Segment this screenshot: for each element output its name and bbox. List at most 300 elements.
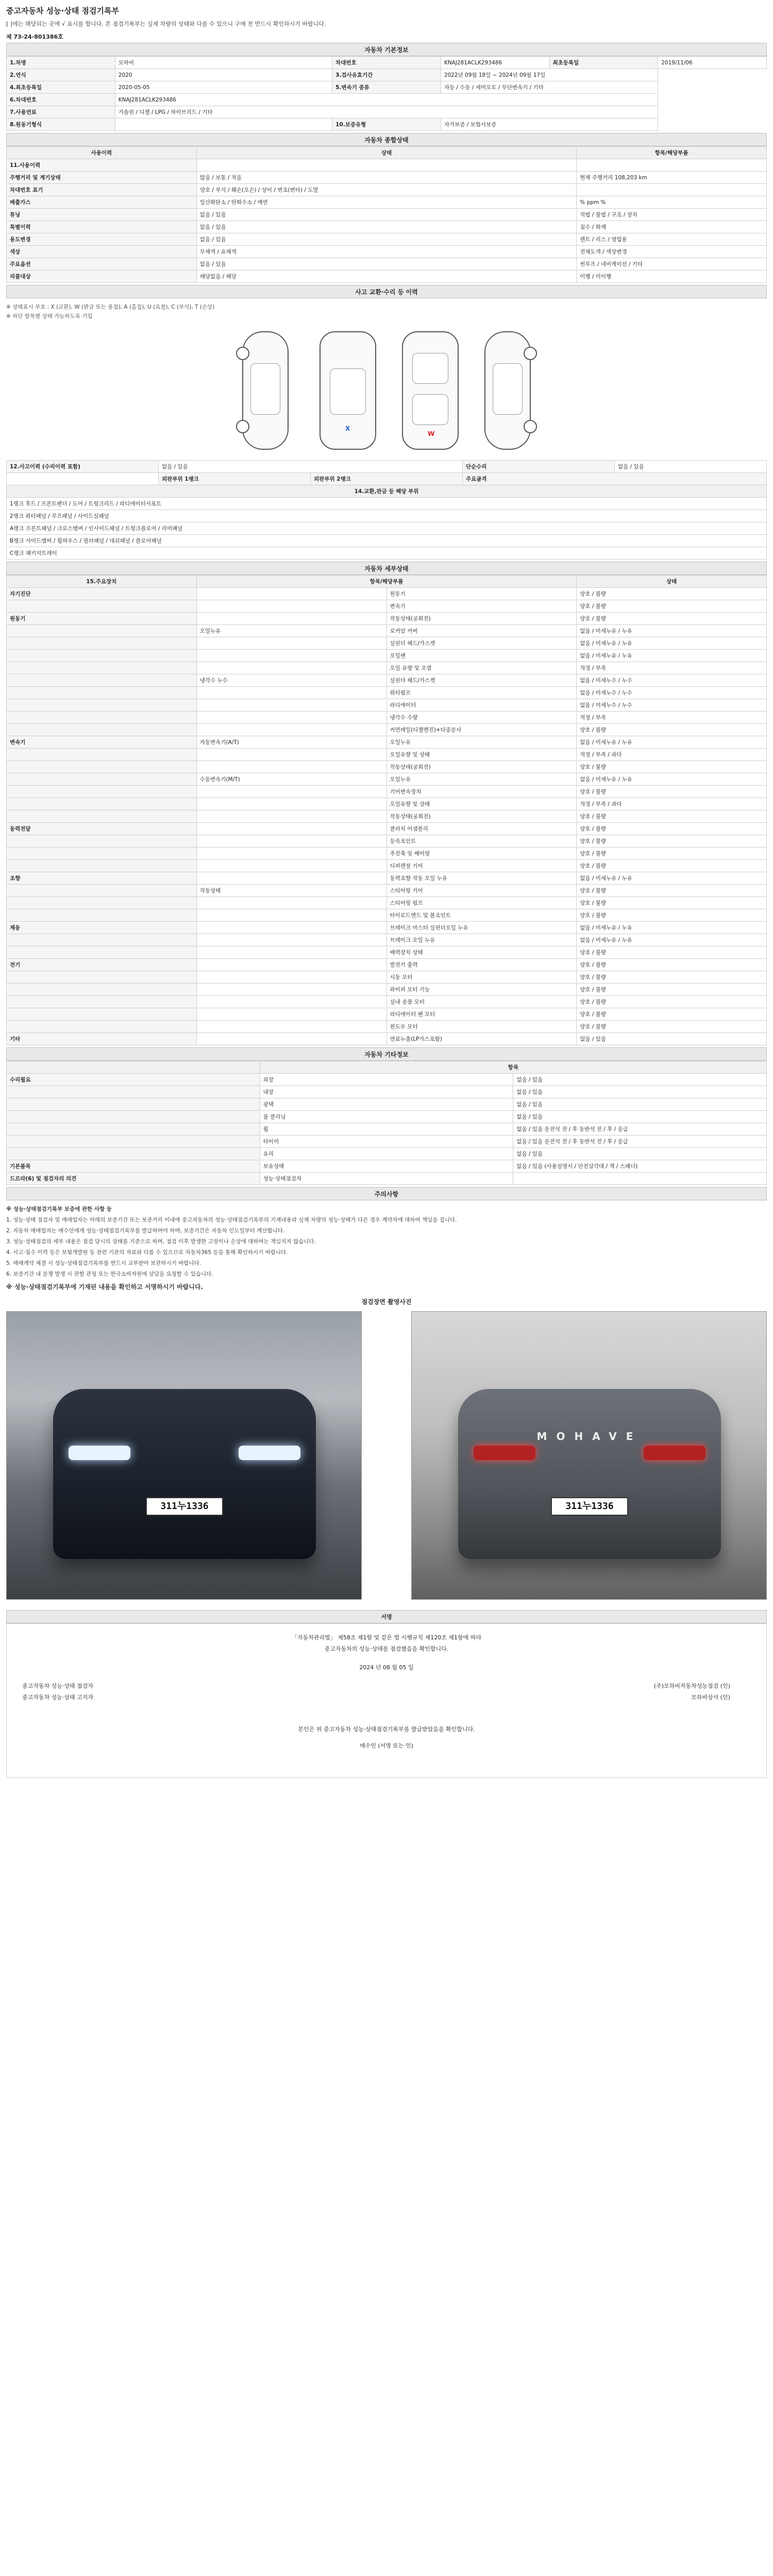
detail-subgroup	[196, 922, 386, 934]
detail-group	[7, 773, 197, 786]
detail-value: 양호 / 불량	[577, 1008, 767, 1021]
detail-subgroup	[196, 588, 386, 600]
detail-group	[7, 786, 197, 798]
document-number: 제 73-24-801386호	[6, 33, 63, 40]
basic-value: 2019/11/06	[658, 57, 767, 69]
detail-header: 상태	[577, 575, 767, 588]
detail-subgroup	[196, 946, 386, 959]
detail-item: 로커암 커버	[386, 625, 577, 637]
outer-rank-1: 외판부위 1랭크	[159, 473, 311, 485]
detail-group	[7, 909, 197, 922]
detail-subgroup	[196, 897, 386, 909]
legend-line-2: ※ 하단 항목별 상태 가능하도록 기입	[6, 313, 93, 319]
notes-list	[6, 1205, 767, 1292]
detail-item: 냉각수 수량	[386, 711, 577, 724]
other-info-table	[6, 1061, 767, 1185]
general-header-row	[7, 147, 767, 159]
other-item: 타이어	[260, 1136, 513, 1148]
detail-row	[7, 934, 767, 946]
other-value	[513, 1173, 767, 1185]
detail-group	[7, 934, 197, 946]
detail-subgroup: 냉각수 누수	[196, 674, 386, 687]
basic-value: 가솔린 / 디젤 / LPG / 하이브리드 / 기타	[115, 106, 658, 118]
other-row	[7, 1074, 767, 1086]
rank-detail: A랭크 프론트패널 / 크로스멤버 / 인사이드패널 / 트렁크플로어 / 리어패널	[7, 522, 767, 535]
general-state: 없음 / 있음	[196, 258, 577, 270]
detail-subgroup	[196, 984, 386, 996]
basic-label: 7.사용연료	[7, 106, 115, 118]
basic-row	[7, 94, 767, 106]
detail-group	[7, 996, 197, 1008]
detail-row	[7, 872, 767, 885]
detail-group	[7, 625, 197, 637]
detail-item: 원동기	[386, 588, 577, 600]
general-row	[7, 258, 767, 270]
detail-item: 실내 송풍 모터	[386, 996, 577, 1008]
other-item: 휠	[260, 1123, 513, 1136]
detail-value: 양호 / 불량	[577, 761, 767, 773]
basic-row	[7, 106, 767, 118]
detail-row	[7, 823, 767, 835]
detail-subgroup: 수동변속기(M/T)	[196, 773, 386, 786]
detail-subgroup	[196, 749, 386, 761]
general-state: 없음 / 있음	[196, 221, 577, 233]
detail-row	[7, 736, 767, 749]
detail-subgroup	[196, 810, 386, 823]
detail-value: 양호 / 불량	[577, 897, 767, 909]
other-row	[7, 1086, 767, 1098]
detail-subgroup: 오일누유	[196, 625, 386, 637]
detail-item: 작동상태(공회전)	[386, 761, 577, 773]
general-item: % ppm %	[577, 196, 767, 209]
general-state: 무채색 / 유채색	[196, 246, 577, 258]
other-row	[7, 1148, 767, 1160]
other-item: 외장	[260, 1074, 513, 1086]
detail-value: 적정 / 부족	[577, 662, 767, 674]
detail-value: 양호 / 불량	[577, 588, 767, 600]
basic-value: KNAJ281ACLK293486	[441, 57, 549, 69]
detail-row	[7, 650, 767, 662]
detail-item: 오일팬	[386, 650, 577, 662]
detail-group: 변속기	[7, 736, 197, 749]
detail-item: 배력장치 상태	[386, 946, 577, 959]
detail-item: 커먼레일(디젤엔진)+다중분사	[386, 724, 577, 736]
detail-heading: 자동차 세부상태	[6, 562, 767, 575]
other-value: 없음 / 있음	[513, 1074, 767, 1086]
signature-box	[6, 1623, 767, 1778]
general-label: 색상	[7, 246, 197, 258]
detail-item: 브레이크 마스터 실린더오일 누유	[386, 922, 577, 934]
detail-row	[7, 600, 767, 613]
detail-subgroup: 자동변속기(A/T)	[196, 736, 386, 749]
rear-plate: 311누1336	[551, 1497, 628, 1516]
general-state-heading: 자동차 종합상태	[6, 133, 767, 146]
vehicle-front	[53, 1389, 316, 1559]
general-row	[7, 270, 767, 283]
rank-detail: B랭크 사이드멤버 / 휠하우스 / 필러패널 / 대쉬패널 / 플로어패널	[7, 535, 767, 547]
dealer-name: 모하비상사 (인)	[691, 1694, 730, 1701]
detail-item: 윈도우 모터	[386, 1021, 577, 1033]
detail-item: 라디에이터	[386, 699, 577, 711]
general-label: 튜닝	[7, 209, 197, 221]
detail-group: 자기진단	[7, 588, 197, 600]
basic-row	[7, 57, 767, 69]
detail-subgroup	[196, 823, 386, 835]
general-item: 적법 / 불법 / 구조 / 장치	[577, 209, 767, 221]
detail-group	[7, 687, 197, 699]
rank-row	[7, 498, 767, 510]
other-value: 없음 / 있음 (사용설명서 / 안전삼각대 / 잭 / 스패너)	[513, 1160, 767, 1173]
detail-value: 양호 / 불량	[577, 885, 767, 897]
detail-subgroup	[196, 835, 386, 848]
detail-group	[7, 971, 197, 984]
basic-value	[115, 118, 332, 131]
general-header-cell: 상태	[196, 147, 577, 159]
other-row	[7, 1111, 767, 1123]
general-label: 11.사용이력	[7, 159, 197, 172]
rear-photo	[411, 1311, 767, 1600]
general-row	[7, 184, 767, 196]
detail-group: 조향	[7, 872, 197, 885]
general-state: 해당없음 / 해당	[196, 270, 577, 283]
detail-value: 양호 / 불량	[577, 724, 767, 736]
damage-legend	[6, 302, 767, 321]
inspection-photos	[6, 1311, 767, 1600]
detail-group: 동력전달	[7, 823, 197, 835]
general-label: 배출가스	[7, 196, 197, 209]
detail-value: 없음 / 미세누유 / 누유	[577, 637, 767, 650]
outer-rank-row	[7, 473, 767, 485]
other-info-heading: 자동차 기타정보	[6, 1047, 767, 1061]
detail-header: 항목/해당부품	[196, 575, 577, 588]
detail-group	[7, 860, 197, 872]
other-item: 성능·상태점검자	[260, 1173, 513, 1185]
detail-item: 실린더 헤드/가스켓	[386, 674, 577, 687]
basic-value: KNAJ281ACLK293486	[115, 94, 658, 106]
detail-subgroup	[196, 959, 386, 971]
detail-row	[7, 687, 767, 699]
basic-label: 10.보증유형	[332, 118, 441, 131]
sign-date: 2024 년 08 월 05 일	[359, 1664, 414, 1671]
other-item: 보유상태	[260, 1160, 513, 1173]
detail-value: 양호 / 불량	[577, 600, 767, 613]
basic-label: 2.연식	[7, 69, 115, 81]
basic-value: 2020	[115, 69, 332, 81]
other-value: 없음 / 있음 운전석 전 / 후 동반석 전 / 후 / 응급	[513, 1123, 767, 1136]
detail-value: 양호 / 불량	[577, 984, 767, 996]
detail-item: 오일누유	[386, 736, 577, 749]
detail-row	[7, 996, 767, 1008]
detail-item: 와이퍼 모터 기능	[386, 984, 577, 996]
detail-value: 없음 / 미세누유 / 누유	[577, 625, 767, 637]
vehicle-wordmark: MOHAVE	[536, 1430, 643, 1443]
detail-subgroup	[196, 1033, 386, 1045]
general-item: 썬루프 / 네비게이션 / 기타	[577, 258, 767, 270]
detail-value: 없음 / 미세누유 / 누유	[577, 872, 767, 885]
general-row	[7, 172, 767, 184]
other-group: 드르라(6) 및 점검자의 의견	[7, 1173, 260, 1185]
detail-group	[7, 1021, 197, 1033]
detail-group	[7, 885, 197, 897]
inspector-line	[22, 1681, 751, 1692]
detail-value: 양호 / 불량	[577, 786, 767, 798]
detail-row	[7, 711, 767, 724]
detail-row	[7, 909, 767, 922]
car-top-front-view	[320, 331, 376, 450]
detail-subgroup	[196, 1021, 386, 1033]
detail-item: 브레이크 오일 누유	[386, 934, 577, 946]
other-item: 유리	[260, 1148, 513, 1160]
notice-text: [ ]에는 해당되는 곳에 √ 표시를 합니다. 본 점검기록부는 실제 차량의 상태와 다를 수 있으니 구매 전 반드시 확인하시기 바랍니다.	[6, 21, 326, 27]
detail-group: 원동기	[7, 613, 197, 625]
detail-subgroup	[196, 724, 386, 736]
note-line: 6. 보증기간 내 분쟁 발생 시 관할 관청 또는 한국소비자원에 상담을 요청할 수 있습니다.	[6, 1271, 213, 1277]
detail-value: 양호 / 불량	[577, 823, 767, 835]
detail-value: 없음 / 미세누수 / 누수	[577, 687, 767, 699]
detail-item: 오일누유	[386, 773, 577, 786]
general-label: 차대번호 표기	[7, 184, 197, 196]
general-item: 현재 주행거리 108,203 km	[577, 172, 767, 184]
detail-row	[7, 1033, 767, 1045]
detail-subgroup	[196, 650, 386, 662]
front-plate: 311누1336	[146, 1497, 223, 1516]
detail-item: 타이로드엔드 및 볼조인트	[386, 909, 577, 922]
detail-item: 작동상태(공회전)	[386, 810, 577, 823]
detail-header: 15.주요장치	[7, 575, 197, 588]
general-row	[7, 221, 767, 233]
detail-value: 적정 / 부족 / 과다	[577, 798, 767, 810]
detail-subgroup	[196, 1008, 386, 1021]
detail-item: 추진축 및 베어링	[386, 848, 577, 860]
damage-mark-x: X	[345, 425, 350, 432]
general-state: 많음 / 보통 / 적음	[196, 172, 577, 184]
detail-row	[7, 724, 767, 736]
detail-group	[7, 637, 197, 650]
other-row	[7, 1173, 767, 1185]
other-group	[7, 1111, 260, 1123]
basic-label: 5.변속기 종류	[332, 81, 441, 94]
other-header: 항목	[260, 1061, 766, 1074]
signature-heading: 서명	[6, 1610, 767, 1623]
detail-row	[7, 897, 767, 909]
general-state: 없음 / 있음	[196, 209, 577, 221]
detail-row	[7, 885, 767, 897]
detail-value: 양호 / 불량	[577, 971, 767, 984]
other-group: 기본품목	[7, 1160, 260, 1173]
other-item: 광택	[260, 1098, 513, 1111]
other-value: 없음 / 있음	[513, 1098, 767, 1111]
detail-row	[7, 848, 767, 860]
detail-subgroup	[196, 637, 386, 650]
detail-row	[7, 613, 767, 625]
detail-item: 발전기 출력	[386, 959, 577, 971]
damage-heading: 사고 교환·수리 등 이력	[6, 285, 767, 298]
table-cell	[7, 473, 159, 485]
rank-detail: 2랭크 쿼터패널 / 루프패널 / 사이드실패널	[7, 510, 767, 522]
detail-item: 변속기	[386, 600, 577, 613]
basic-label: 차대번호	[332, 57, 441, 69]
detail-row	[7, 699, 767, 711]
accident-table	[6, 460, 767, 560]
accident-value: 없음 / 있음	[159, 461, 463, 473]
detail-row	[7, 749, 767, 761]
detail-item: 연료누출(LP가스포함)	[386, 1033, 577, 1045]
detail-subgroup	[196, 860, 386, 872]
damage-mark-w: W	[428, 430, 435, 437]
detail-value: 없음 / 미세누유 / 누유	[577, 736, 767, 749]
detail-row	[7, 761, 767, 773]
detail-item: 오일유량 및 상태	[386, 749, 577, 761]
general-label: 특별이력	[7, 221, 197, 233]
inspector-label: 중고자동차 성능·상태 점검자	[22, 1683, 94, 1689]
car-left-view	[242, 331, 289, 450]
general-label: 용도변경	[7, 233, 197, 246]
note-line: ※ 성능·상태점검기록부 보증에 관한 사항 등	[6, 1206, 112, 1212]
detail-subgroup	[196, 909, 386, 922]
detail-item: 등속조인트	[386, 835, 577, 848]
detail-item: 시동 모터	[386, 971, 577, 984]
sign-text-1: 「자동차관리법」 제58조 제1항 및 같은 법 시행규칙 제120조 제1항에 따라	[291, 1634, 482, 1641]
detail-group	[7, 724, 197, 736]
basic-label: 최초등록일	[549, 57, 658, 69]
general-state-table	[6, 146, 767, 283]
detail-value: 양호 / 불량	[577, 946, 767, 959]
basic-info-table	[6, 56, 767, 131]
frame-label: 주요골격	[463, 473, 767, 485]
detail-group	[7, 699, 197, 711]
detail-item: 라디에이터 팬 모터	[386, 1008, 577, 1021]
detail-item: 실린더 헤드/가스켓	[386, 637, 577, 650]
other-value: 없음 / 있음	[513, 1111, 767, 1123]
detail-value: 없음 / 있음	[577, 1033, 767, 1045]
detail-value: 없음 / 미세누유 / 누유	[577, 922, 767, 934]
detail-row	[7, 971, 767, 984]
detail-row	[7, 946, 767, 959]
basic-value: 2022년 09월 18일 ~ 2024년 09월 17일	[441, 69, 658, 81]
car-top-rear-view	[402, 331, 459, 450]
table-cell	[7, 1061, 260, 1074]
other-row	[7, 1098, 767, 1111]
detail-item: 워터펌프	[386, 687, 577, 699]
rank-row	[7, 547, 767, 560]
basic-row	[7, 81, 767, 94]
rank-detail: C랭크 패키지트레이	[7, 547, 767, 560]
detail-item: 작동상태(공회전)	[386, 613, 577, 625]
general-row	[7, 159, 767, 172]
detail-value: 양호 / 불량	[577, 959, 767, 971]
general-item	[577, 159, 767, 172]
general-header-cell: 사용이력	[7, 147, 197, 159]
car-damage-diagram	[242, 326, 531, 455]
rank-detail: 1랭크 후드 / 프론트펜더 / 도어 / 트렁크리드 / 라디에이터서포트	[7, 498, 767, 510]
other-value: 없음 / 있음 운전석 전 / 후 동반석 전 / 후 / 응급	[513, 1136, 767, 1148]
detail-group	[7, 798, 197, 810]
detail-subgroup	[196, 699, 386, 711]
detail-group	[7, 711, 197, 724]
basic-label: 6.차대번호	[7, 94, 115, 106]
detail-subgroup	[196, 798, 386, 810]
general-state: 일산화탄소 / 탄화수소 / 매연	[196, 196, 577, 209]
detail-item: 클러치 어셈블리	[386, 823, 577, 835]
other-item: 내장	[260, 1086, 513, 1098]
detail-row	[7, 773, 767, 786]
detail-item: 디퍼렌셜 기어	[386, 860, 577, 872]
other-row	[7, 1123, 767, 1136]
detail-group	[7, 674, 197, 687]
detail-row	[7, 810, 767, 823]
general-row	[7, 246, 767, 258]
detail-subgroup: 작동상태	[196, 885, 386, 897]
vehicle-rear	[458, 1389, 721, 1559]
general-label: 리콜대상	[7, 270, 197, 283]
note-line: 3. 성능·상태점검의 세부 내용은 점검 당시의 상태를 기준으로 하며, 점검 이후 발생한 고장이나 손상에 대하여는 책임지지 않습니다.	[6, 1239, 316, 1245]
other-group	[7, 1086, 260, 1098]
detail-subgroup	[196, 600, 386, 613]
detail-row	[7, 637, 767, 650]
detail-subgroup	[196, 786, 386, 798]
detail-row	[7, 625, 767, 637]
detail-value: 양호 / 불량	[577, 909, 767, 922]
detail-value: 양호 / 불량	[577, 613, 767, 625]
general-item: 전체도색 / 색상변경	[577, 246, 767, 258]
detail-group	[7, 897, 197, 909]
basic-value: 2020-05-05	[115, 81, 332, 94]
detail-value: 양호 / 불량	[577, 810, 767, 823]
general-label: 주요옵션	[7, 258, 197, 270]
general-label: 주행거리 및 계기상태	[7, 172, 197, 184]
other-item: 룸 클리닝	[260, 1111, 513, 1123]
rank-title: 14.교환,판금 등 해당 부위	[7, 485, 767, 498]
general-state: 없음 / 있음	[196, 233, 577, 246]
rank-row	[7, 510, 767, 522]
detail-group	[7, 984, 197, 996]
general-state	[196, 159, 577, 172]
detail-row	[7, 1008, 767, 1021]
car-right-view	[484, 331, 531, 450]
accident-label: 12.사고이력 (수리이력 포함)	[7, 461, 159, 473]
outer-rank-2: 외판부위 2랭크	[311, 473, 463, 485]
detail-value: 없음 / 미세누유 / 누유	[577, 773, 767, 786]
other-row	[7, 1160, 767, 1173]
detail-group	[7, 848, 197, 860]
detail-value: 적정 / 부족 / 과다	[577, 749, 767, 761]
detail-row	[7, 674, 767, 687]
detail-group	[7, 835, 197, 848]
detail-row	[7, 959, 767, 971]
detail-subgroup	[196, 711, 386, 724]
notes-heading: 주의사항	[6, 1187, 767, 1200]
photo-heading: 점검장면 촬영사진	[361, 1298, 412, 1306]
document-title: 중고자동차 성능·상태 점검기록부	[6, 6, 120, 15]
basic-row	[7, 69, 767, 81]
basic-row	[7, 118, 767, 131]
basic-label: 8.원동기형식	[7, 118, 115, 131]
detail-value: 양호 / 불량	[577, 996, 767, 1008]
detail-item: 동력조향 작동 오일 누유	[386, 872, 577, 885]
detail-value: 양호 / 불량	[577, 835, 767, 848]
detail-item: 기어변속장치	[386, 786, 577, 798]
note-line: 5. 매매계약 체결 시 성능·상태점검기록부를 반드시 교부받아 보관하시기 바랍니다.	[6, 1260, 201, 1266]
other-group	[7, 1123, 260, 1136]
inspector-name: (주)모하비자동차성능점검 (인)	[653, 1683, 730, 1689]
general-item	[577, 184, 767, 196]
detail-group: 기타	[7, 1033, 197, 1045]
other-group	[7, 1098, 260, 1111]
detail-value: 적정 / 부족	[577, 711, 767, 724]
dealer-label: 중고자동차 성능·상태 고지자	[22, 1694, 94, 1701]
detail-value: 없음 / 미세누유 / 누유	[577, 650, 767, 662]
rank-title-row	[7, 485, 767, 498]
